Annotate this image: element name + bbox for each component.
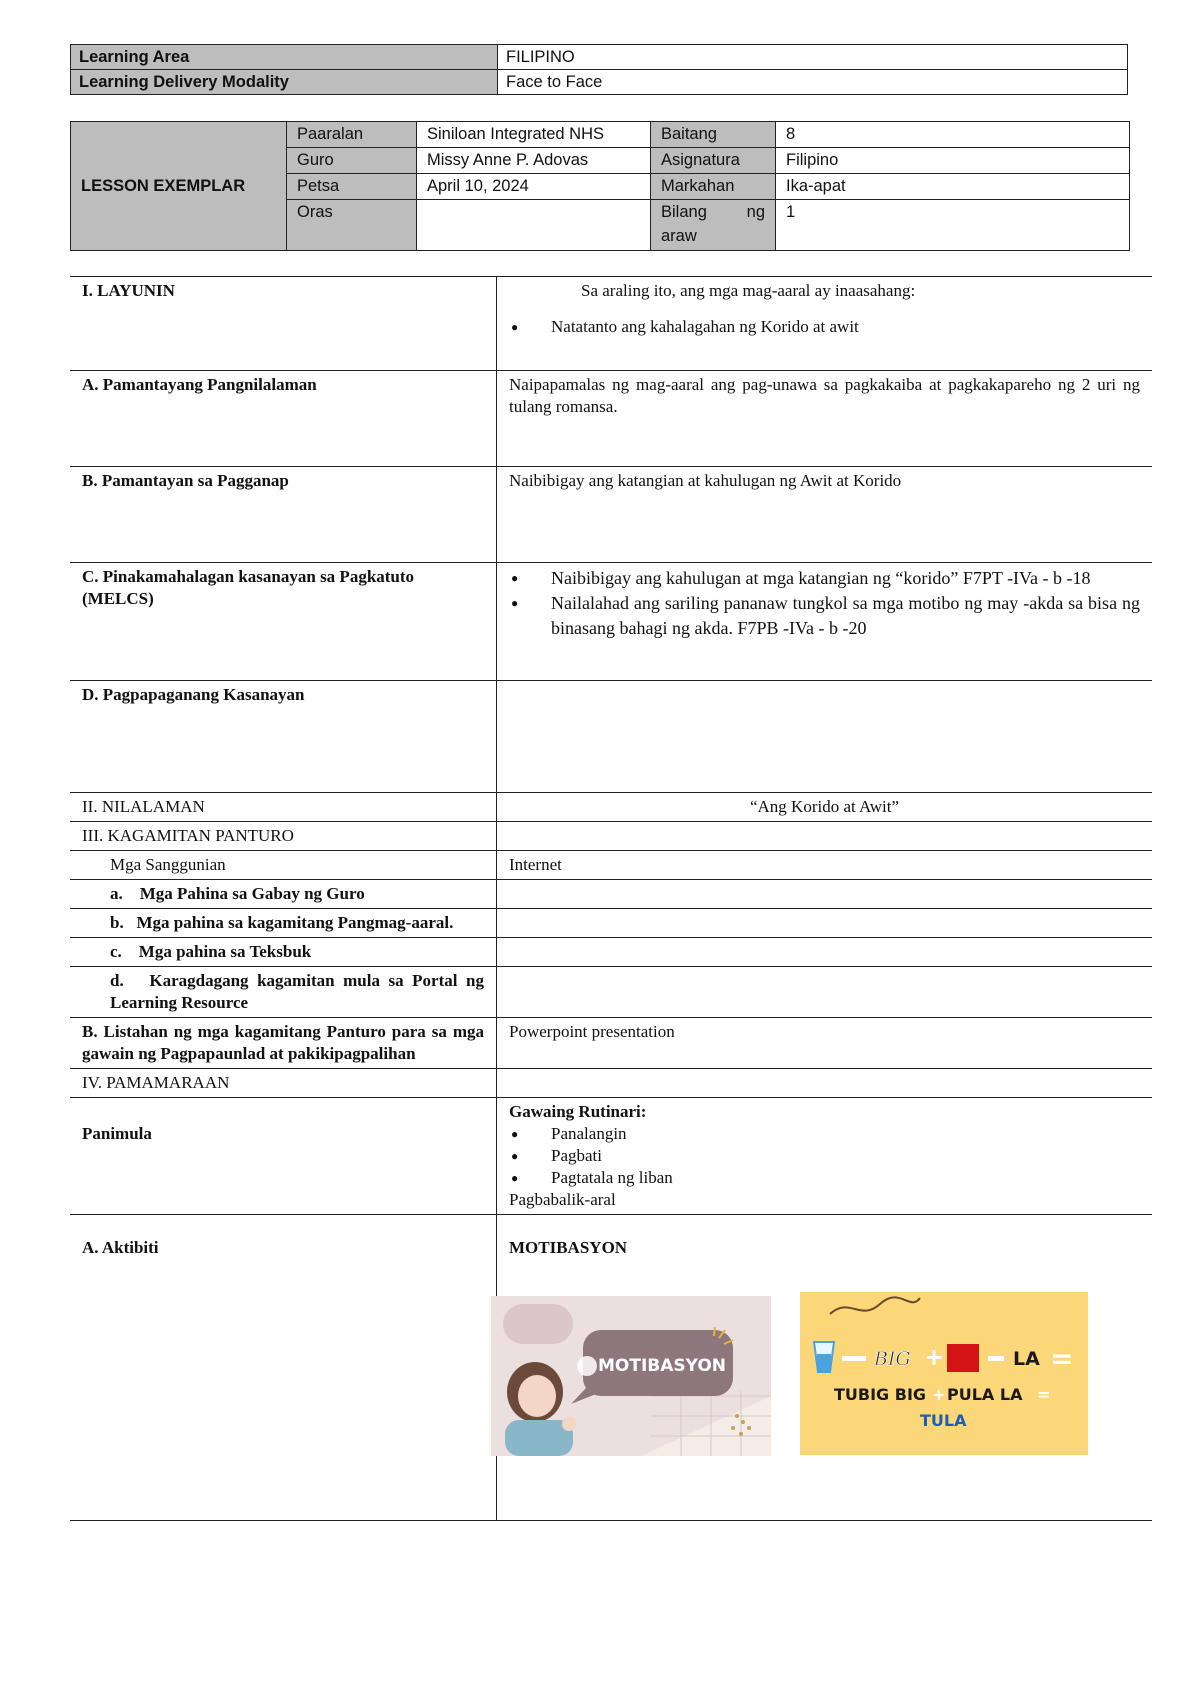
pagganap-label: B. Pamantayan sa Pagganap	[70, 467, 497, 563]
melcs-label: C. Pinakamahalagan kasanayan sa Pagkatuto	[82, 567, 415, 586]
rutinari-list	[509, 1123, 1140, 1189]
slide2-eq-2: =	[1037, 1385, 1051, 1404]
header-table	[70, 44, 1128, 95]
pangmag-aaral-label: b. Mga pahina sa kagamitang Pangmag-aaral.	[70, 909, 497, 938]
asignatura-label: Asignatura	[651, 148, 776, 174]
slide2-line1b: PULA LA	[947, 1385, 1023, 1404]
asignatura-value: Filipino	[776, 148, 1130, 174]
baitang-label: Baitang	[651, 122, 776, 148]
pagganap-value: Naibibigay ang katangian at kahulugan ng Awit at Korido	[497, 467, 1153, 563]
rutinari-item: ● Pagbati	[509, 1145, 1140, 1167]
melcs-list	[509, 566, 1140, 641]
slide2-plus-2: +	[932, 1385, 946, 1404]
learning-area-label: Learning Area	[71, 45, 498, 70]
motibasyon-title: MOTIBASYON	[509, 1238, 628, 1257]
layunin-list	[509, 316, 1140, 338]
red-square-icon	[947, 1344, 979, 1372]
portal-label: d. Karagdagang kagamitan mula sa Portal ng Learning Resource	[70, 967, 497, 1018]
teksbuk-label: c. Mga pahina sa Teksbuk	[70, 938, 497, 967]
panimula-label: Panimula	[82, 1124, 152, 1143]
bilang-value: 1	[776, 200, 1130, 251]
nilalaman-value: “Ang Korido at Awit”	[497, 793, 1153, 822]
sanggunian-value: Internet	[497, 851, 1153, 880]
paaralan-label: Paaralan	[287, 122, 417, 148]
motibasyon-slide-image	[491, 1296, 771, 1456]
exemplar-table	[70, 121, 1130, 251]
slide2-result: TULA	[920, 1411, 967, 1430]
melcs-item-2: ● Nailalahad ang sariling pananaw tungkol sa mga motibo ng may -akda sa bisa ng binasang bahagi ng akda. F7PB -IVa - b -20	[509, 591, 1140, 641]
slide2-plus: +	[924, 1343, 945, 1371]
pagpapaganang-value	[497, 681, 1153, 793]
exemplar-title: LESSON EXEMPLAR	[71, 122, 287, 251]
rutinari-title: Gawaing Rutinari:	[509, 1102, 647, 1121]
rutinari-item: ● Panalangin	[509, 1123, 1140, 1145]
slide2-la: LA	[1013, 1348, 1040, 1370]
gabay-label: a. Mga Pahina sa Gabay ng Guro	[70, 880, 497, 909]
slide1-text: MOTIBASYON	[598, 1356, 727, 1376]
tula-puzzle-graphic	[800, 1292, 1088, 1455]
listahan-label: B. Listahan ng mga kagamitang Panturo para sa mga gawain ng Pagpapaunlad at pakikipagpalihan	[70, 1018, 497, 1069]
markahan-label: Markahan	[651, 174, 776, 200]
slide2-big: BIG	[874, 1348, 911, 1370]
petsa-label: Petsa	[287, 174, 417, 200]
guro-label: Guro	[287, 148, 417, 174]
modality-value: Face to Face	[498, 70, 1128, 95]
paaralan-value: Siniloan Integrated NHS	[417, 122, 651, 148]
slide2-line1: TUBIG BIG	[834, 1385, 927, 1404]
oras-value	[417, 200, 651, 251]
bilang-label: Bilang ng araw	[651, 200, 776, 251]
learning-area-value: FILIPINO	[498, 45, 1128, 70]
pagbabalik-aral: Pagbabalik-aral	[509, 1190, 616, 1209]
pagpapaganang-label: D. Pagpapaganang Kasanayan	[70, 681, 497, 793]
melcs-sublabel: (MELCS)	[82, 589, 154, 608]
sanggunian-label: Mga Sanggunian	[70, 851, 497, 880]
melcs-item-1: ● Naibibigay ang kahulugan at mga katangian ng “korido” F7PT -IVa - b -18	[509, 566, 1140, 591]
pamantayang-value: Naipapamalas ng mag-aaral ang pag-unawa sa pagkakaiba at pagkakapareho ng 2 uri ng tulang romansa.	[497, 371, 1153, 467]
guro-value: Missy Anne P. Adovas	[417, 148, 651, 174]
aktibiti-label: A. Aktibiti	[70, 1215, 497, 1521]
markahan-value: Ika-apat	[776, 174, 1130, 200]
oras-label: Oras	[287, 200, 417, 251]
layunin-intro: Sa araling ito, ang mga mag-aaral ay inaasahang:	[581, 281, 916, 300]
tula-puzzle-image	[800, 1292, 1088, 1455]
nilalaman-label: II. NILALAMAN	[70, 793, 497, 822]
pamantayang-label: A. Pamantayang Pangnilalaman	[70, 371, 497, 467]
petsa-value: April 10, 2024	[417, 174, 651, 200]
motibasyon-slide-graphic	[491, 1296, 771, 1456]
layunin-item: ● Natatanto ang kahalagahan ng Korido at awit	[509, 316, 1140, 338]
slide2-eq: =	[1050, 1342, 1074, 1375]
kagamitan-label: III. KAGAMITAN PANTURO	[70, 822, 497, 851]
rutinari-item: ● Pagtatala ng liban	[509, 1167, 1140, 1189]
modality-label: Learning Delivery Modality	[71, 70, 498, 95]
listahan-value: Powerpoint presentation	[497, 1018, 1153, 1069]
baitang-value: 8	[776, 122, 1130, 148]
layunin-label: I. LAYUNIN	[70, 277, 497, 371]
pamamaraan-label: IV. PAMAMARAAN	[70, 1069, 497, 1098]
